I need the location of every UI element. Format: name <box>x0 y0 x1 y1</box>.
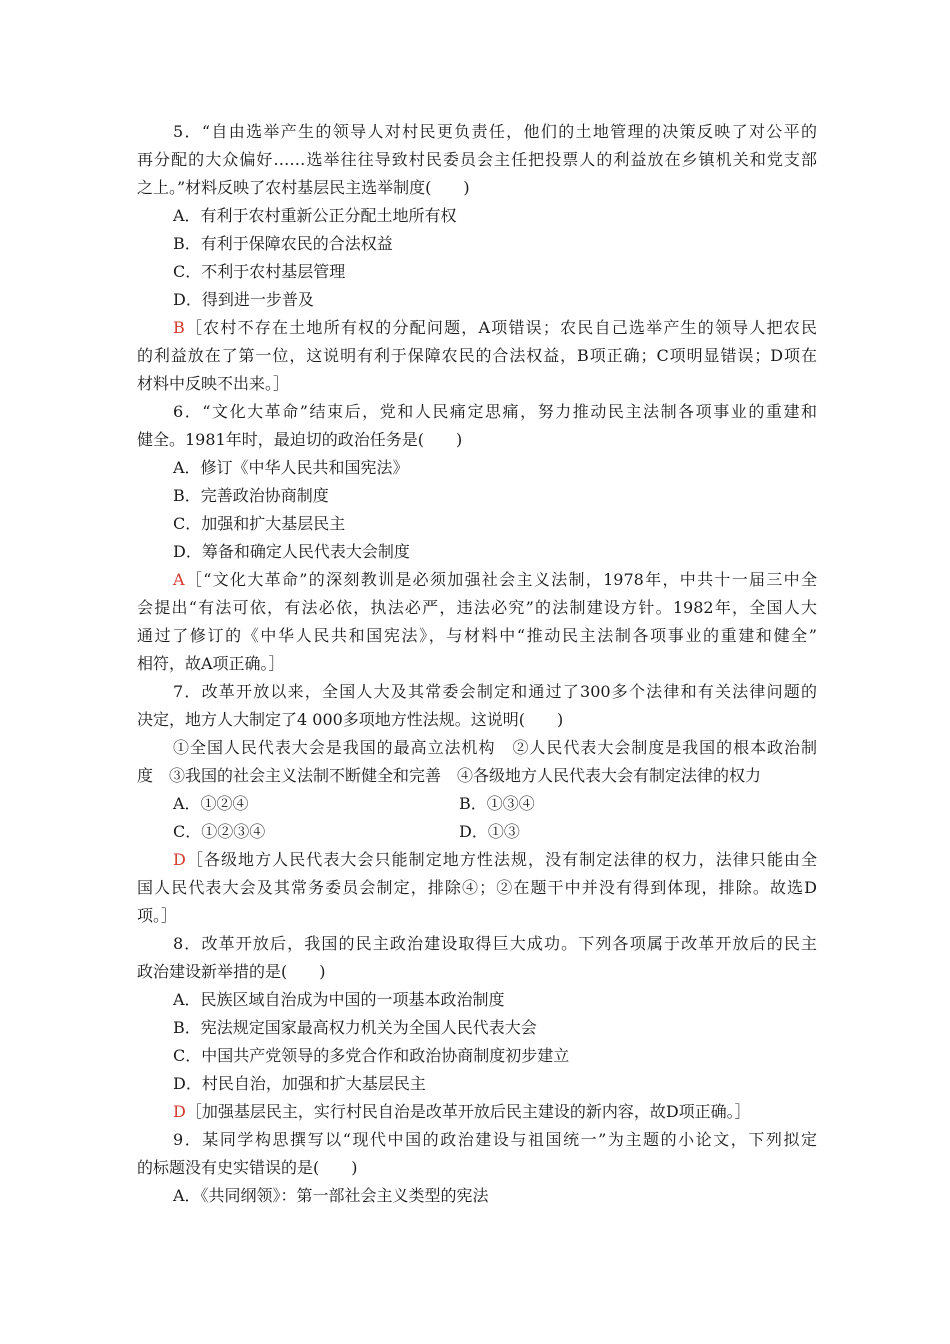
option-d: D．①③ <box>459 822 520 841</box>
answer-explanation-line <box>137 566 817 594</box>
option-c: C．①②③④ <box>173 822 266 841</box>
question-stem-line: 的标题没有史实错误的是( ) <box>137 1158 358 1177</box>
answer-explanation-line <box>137 1098 817 1126</box>
option-c: C．不利于农村基层管理 <box>173 262 346 281</box>
answer-explanation-line: 的利益放在了第一位，这说明有利于保障农民的合法权益，B项正确；C项明显错误；D项在 <box>137 346 817 365</box>
option-d: D．筹备和确定人民代表大会制度 <box>173 542 410 561</box>
answer-explanation-line: 相符，故A项正确。］ <box>137 654 285 673</box>
question-stem-line: 政治建设新举措的是( ) <box>137 962 326 981</box>
option-c: C．中国共产党领导的多党合作和政治协商制度初步建立 <box>173 1046 570 1065</box>
answer-explanation-line: 通过了修订的《中华人民共和国宪法》，与材料中“推动民主法制各项事业的重建和健全” <box>137 626 817 645</box>
question-6 <box>137 398 817 678</box>
answer-letter: A <box>173 570 185 589</box>
option-a: A．①②④ <box>173 794 249 813</box>
option-a: A．修订《中华人民共和国宪法》 <box>173 458 409 477</box>
answer-explanation-line: 项。］ <box>137 906 178 925</box>
explanation-text: ［加强基层民主，实行村民自治是改革开放后民主建设的新内容，故D项正确。］ <box>185 1102 751 1121</box>
question-stem-line: 之上。”材料反映了农村基层民主选举制度( ) <box>137 178 470 197</box>
question-5 <box>137 118 817 398</box>
answer-explanation-line: 材料中反映不出来。］ <box>137 374 290 393</box>
question-stem-line: 8．改革开放后，我国的民主政治建设取得巨大成功。下列各项属于改革开放后的民主 <box>173 934 817 953</box>
question-7 <box>137 678 817 930</box>
answer-explanation-line <box>137 846 817 874</box>
option-b: B．①③④ <box>459 794 535 813</box>
explanation-text: ［农村不存在土地所有权的分配问题，A项错误；农民自己选举产生的领导人把农民 <box>184 318 817 337</box>
explanation-text: ［各级地方人民代表大会只能制定地方性法规，没有制定法律的权力，法律只能由全 <box>185 850 817 869</box>
question-stem-line: 6．“文化大革命”结束后，党和人民痛定思痛，努力推动民主法制各项事业的重建和 <box>173 402 817 421</box>
question-stem-line: 9．某同学构思撰写以“现代中国的政治建设与祖国统一”为主题的小论文，下列拟定 <box>173 1130 817 1149</box>
option-a: A．有利于农村重新公正分配土地所有权 <box>173 206 457 225</box>
statement-line: ①全国人民代表大会是我国的最高立法机构 ②人民代表大会制度是我国的根本政治制 <box>173 738 817 757</box>
question-stem-line: 5．“自由选举产生的领导人对村民更负责任，他们的土地管理的决策反映了对公平的 <box>173 122 817 141</box>
option-d: D．村民自治，加强和扩大基层民主 <box>173 1074 426 1093</box>
option-b: B．完善政治协商制度 <box>173 486 329 505</box>
answer-explanation-line: 国人民代表大会及其常务委员会制定，排除④；②在题干中并没有得到体现，排除。故选D <box>137 878 817 897</box>
explanation-text: ［“文化大革命”的深刻教训是必须加强社会主义法制，1978年，中共十一届三中全 <box>184 570 817 589</box>
option-row <box>137 790 817 818</box>
question-stem-line: 决定，地方人大制定了4 000多项地方性法规。这说明( ) <box>137 710 564 729</box>
page-content <box>137 118 817 1210</box>
question-9 <box>137 1126 817 1210</box>
option-b: B．有利于保障农民的合法权益 <box>173 234 393 253</box>
option-d: D．得到进一步普及 <box>173 290 314 309</box>
option-a: A．《共同纲领》：第一部社会主义类型的宪法 <box>173 1186 489 1205</box>
answer-letter: D <box>173 1102 186 1121</box>
question-stem-line: 再分配的大众偏好……选举往往导致村民委员会主任把投票人的利益放在乡镇机关和党支部 <box>137 150 817 169</box>
question-8 <box>137 930 817 1126</box>
option-a: A．民族区域自治成为中国的一项基本政治制度 <box>173 990 505 1009</box>
question-stem-line: 健全。1981年时，最迫切的政治任务是( ) <box>137 430 463 449</box>
answer-letter: B <box>173 318 185 337</box>
answer-explanation-line <box>137 314 817 342</box>
statement-line: 度 ③我国的社会主义法制不断健全和完善 ④各级地方人民代表大会有制定法律的权力 <box>137 766 762 785</box>
answer-letter: D <box>173 850 186 869</box>
answer-explanation-line: 会提出“有法可依，有法必依，执法必严，违法必究”的法制建设方针。1982年，全国人大 <box>137 598 817 617</box>
option-row <box>137 818 817 846</box>
option-c: C．加强和扩大基层民主 <box>173 514 346 533</box>
question-stem-line: 7．改革开放以来，全国人大及其常委会制定和通过了300多个法律和有关法律问题的 <box>173 682 817 701</box>
option-b: B．宪法规定国家最高权力机关为全国人民代表大会 <box>173 1018 537 1037</box>
